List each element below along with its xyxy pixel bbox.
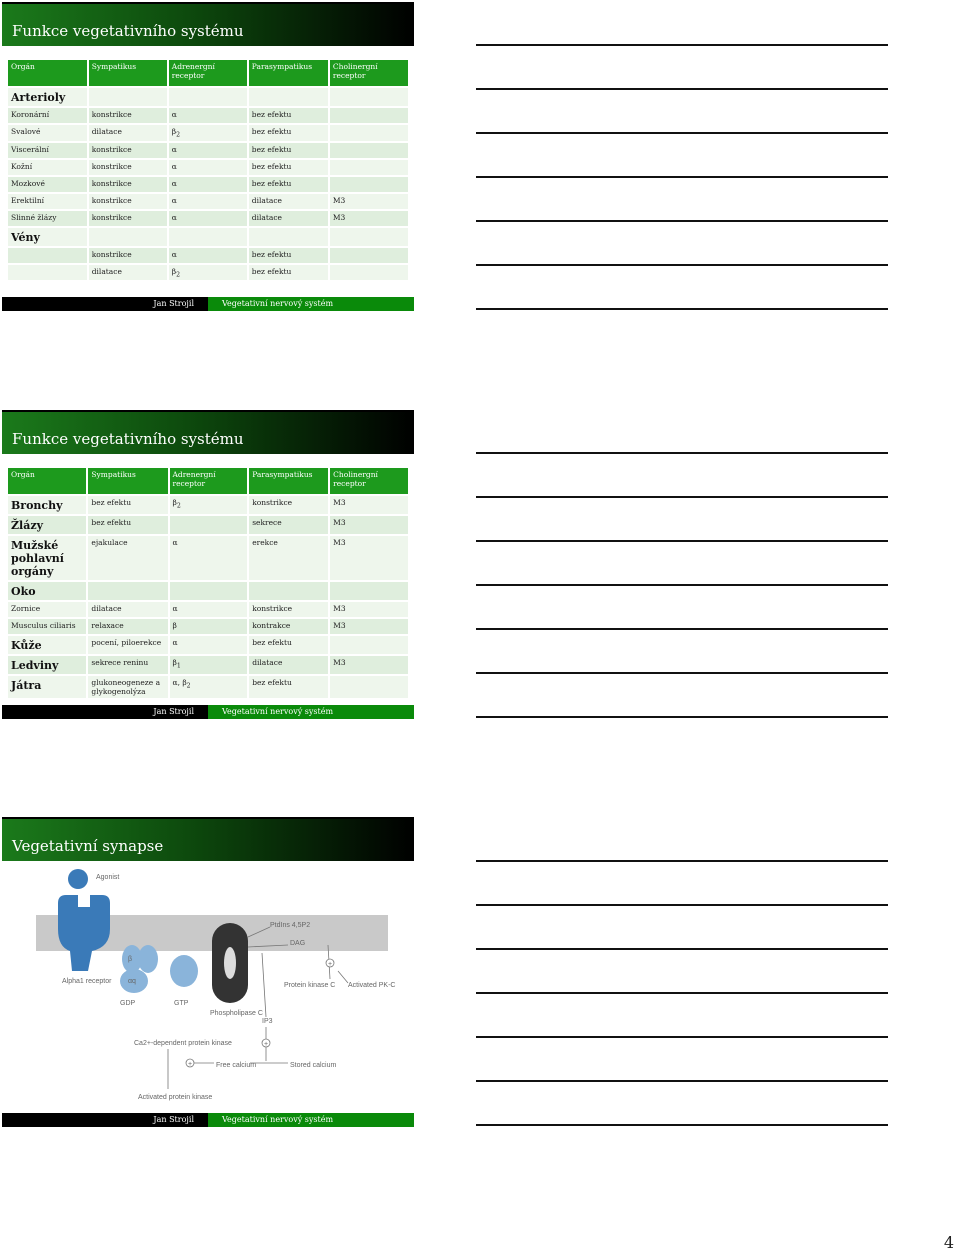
table-cell bbox=[330, 248, 410, 265]
table-cell: bez efektu bbox=[249, 636, 330, 656]
organ-function-table bbox=[8, 468, 410, 700]
table-cell: M3 bbox=[330, 496, 410, 516]
table-cell: α bbox=[169, 143, 249, 160]
footer-author: Jan Strojil bbox=[153, 1115, 194, 1124]
table-cell: ejakulace bbox=[88, 536, 169, 582]
table-header-5: Cholinergní receptor bbox=[330, 468, 410, 496]
table-cell: dilatace bbox=[89, 125, 169, 143]
table-row bbox=[8, 619, 410, 636]
dag-label: DAG bbox=[290, 940, 306, 947]
table-cell: M3 bbox=[330, 211, 410, 228]
table-cell: α bbox=[169, 248, 249, 265]
slide-footer bbox=[2, 705, 414, 719]
table-header-5: Cholinergní receptor bbox=[330, 60, 410, 88]
table-cell: bez efektu bbox=[88, 516, 169, 536]
table-cell: Ledviny bbox=[8, 656, 88, 676]
table-cell: bez efektu bbox=[249, 108, 330, 125]
table-cell bbox=[8, 248, 89, 265]
empty-cell bbox=[169, 228, 249, 248]
section-heading: Arterioly bbox=[8, 88, 89, 108]
table-row bbox=[8, 516, 410, 536]
table-cell: bez efektu bbox=[249, 676, 330, 700]
empty-cell bbox=[330, 582, 410, 602]
alpha-receptor-shape bbox=[58, 895, 110, 971]
table-cell bbox=[330, 265, 410, 283]
table-header-2: Sympatikus bbox=[89, 60, 169, 88]
table-cell: konstrikce bbox=[89, 194, 169, 211]
empty-cell bbox=[249, 228, 330, 248]
table-cell: $\beta_2$ bbox=[170, 496, 250, 516]
table-row bbox=[8, 676, 410, 700]
gamma-subunit bbox=[138, 945, 158, 973]
table-cell: Žlázy bbox=[8, 516, 88, 536]
table-cell: M3 bbox=[330, 602, 410, 619]
table-cell: α bbox=[169, 194, 249, 211]
table-row bbox=[8, 496, 410, 516]
table-cell: dilatace bbox=[88, 602, 169, 619]
table-row bbox=[8, 265, 410, 283]
table-row bbox=[8, 160, 410, 177]
footer-topic: Vegetativní nervový systém bbox=[222, 1115, 334, 1124]
table-cell: dilatace bbox=[249, 211, 330, 228]
footer-topic: Vegetativní nervový systém bbox=[222, 299, 334, 308]
empty-cell bbox=[89, 88, 169, 108]
table-row bbox=[8, 248, 410, 265]
table-cell: M3 bbox=[330, 194, 410, 211]
table-cell: bez efektu bbox=[88, 496, 169, 516]
page-number: 4 bbox=[943, 1233, 954, 1252]
table-cell: α bbox=[169, 108, 249, 125]
table-cell: M3 bbox=[330, 656, 410, 676]
pip-label: PtdIns 4,5P2 bbox=[270, 922, 311, 929]
table-header-3: Adrenergní receptor bbox=[169, 60, 249, 88]
table-cell: Mužské pohlavní orgány bbox=[8, 536, 88, 582]
table-cell: dilatace bbox=[249, 194, 330, 211]
table-row bbox=[8, 108, 410, 125]
table-cell: sekrece reninu bbox=[88, 656, 169, 676]
table-header-3: Adrenergní receptor bbox=[170, 468, 250, 496]
free-ca-label: Free calcium bbox=[216, 1062, 257, 1069]
table-row bbox=[8, 228, 410, 248]
table-cell: $\beta_2$ bbox=[169, 125, 249, 143]
table-cell: Slinné žlázy bbox=[8, 211, 89, 228]
table-row bbox=[8, 88, 410, 108]
slide-title-bar bbox=[2, 817, 414, 861]
empty-cell bbox=[330, 228, 410, 248]
table-cell: Zornice bbox=[8, 602, 88, 619]
agonist-molecule bbox=[68, 869, 88, 889]
table-cell: Kožní bbox=[8, 160, 89, 177]
table-cell: α bbox=[169, 160, 249, 177]
table-row bbox=[8, 211, 410, 228]
table-cell: α bbox=[170, 636, 250, 656]
table-cell: M3 bbox=[330, 536, 410, 582]
table-cell bbox=[330, 676, 410, 700]
table-cell: Musculus ciliaris bbox=[8, 619, 88, 636]
alpha-receptor-label: Alpha1 receptor bbox=[62, 978, 112, 985]
section-heading: Vény bbox=[8, 228, 89, 248]
table-cell: konstrikce bbox=[89, 211, 169, 228]
table-row bbox=[8, 536, 410, 582]
table-cell: Bronchy bbox=[8, 496, 88, 516]
table-cell: $\beta_1$ bbox=[170, 656, 250, 676]
table-cell: Játra bbox=[8, 676, 88, 700]
table-cell: bez efektu bbox=[249, 125, 330, 143]
table-cell: pocení, piloerekce bbox=[88, 636, 169, 656]
slide-3 bbox=[2, 817, 414, 1127]
slide-footer bbox=[2, 1113, 414, 1127]
table-header-1: Orgán bbox=[8, 468, 88, 496]
footer-author: Jan Strojil bbox=[153, 299, 194, 308]
table-cell bbox=[330, 125, 410, 143]
slide-2 bbox=[2, 410, 414, 720]
plus-label-ca: + bbox=[188, 1061, 193, 1068]
empty-cell bbox=[249, 582, 330, 602]
table-row bbox=[8, 602, 410, 619]
table-row bbox=[8, 125, 410, 143]
stored-ca-label: Stored calcium bbox=[290, 1062, 337, 1069]
ip3-label: IP3 bbox=[262, 1018, 273, 1025]
table-cell bbox=[330, 160, 410, 177]
organ-function-table bbox=[8, 60, 410, 282]
table-row bbox=[8, 656, 410, 676]
table-cell: sekrece bbox=[249, 516, 330, 536]
table-cell: erekce bbox=[249, 536, 330, 582]
table-cell bbox=[170, 516, 250, 536]
table-cell: dilatace bbox=[89, 265, 169, 283]
activated-kinase-label: Activated protein kinase bbox=[138, 1094, 213, 1101]
table-cell: Koronární bbox=[8, 108, 89, 125]
gtp-label: GTP bbox=[174, 1000, 189, 1007]
table-cell: Mozkové bbox=[8, 177, 89, 194]
table-cell: bez efektu bbox=[249, 248, 330, 265]
plus-label-pkc: + bbox=[328, 961, 333, 968]
table-cell: konstrikce bbox=[89, 248, 169, 265]
table-cell: β bbox=[170, 619, 250, 636]
table-cell: konstrikce bbox=[89, 160, 169, 177]
empty-cell bbox=[249, 88, 330, 108]
table-cell: konstrikce bbox=[249, 496, 330, 516]
table-cell: α, $\beta_2$ bbox=[170, 676, 250, 700]
table-cell bbox=[330, 636, 410, 656]
alpha-q-gtp bbox=[170, 955, 198, 987]
table-cell bbox=[330, 143, 410, 160]
table-cell: α bbox=[170, 602, 250, 619]
table-header-4: Parasympatikus bbox=[249, 468, 330, 496]
table-cell: α bbox=[169, 211, 249, 228]
footer-topic: Vegetativní nervový systém bbox=[222, 707, 334, 716]
slide-footer bbox=[2, 297, 414, 311]
table-cell: bez efektu bbox=[249, 265, 330, 283]
table-cell bbox=[8, 265, 89, 283]
table-cell: $\beta_2$ bbox=[169, 265, 249, 283]
table-cell: glukoneogeneze a glykogenolýza bbox=[88, 676, 169, 700]
table-cell: Erektilní bbox=[8, 194, 89, 211]
beta-label: β bbox=[128, 956, 133, 963]
table-cell: bez efektu bbox=[249, 177, 330, 194]
table-header-4: Parasympatikus bbox=[249, 60, 330, 88]
empty-cell bbox=[330, 88, 410, 108]
table-cell bbox=[330, 177, 410, 194]
gdp-label: GDP bbox=[120, 1000, 136, 1007]
table-row bbox=[8, 177, 410, 194]
agonist-label: Agonist bbox=[96, 874, 120, 881]
slide-title: Funkce vegetativního systému bbox=[12, 430, 244, 448]
table-cell: M3 bbox=[330, 619, 410, 636]
slide-title: Funkce vegetativního systému bbox=[12, 22, 244, 40]
empty-cell bbox=[89, 228, 169, 248]
pkc-label: Protein kinase C bbox=[284, 982, 336, 989]
empty-cell bbox=[169, 88, 249, 108]
table-header-2: Sympatikus bbox=[88, 468, 169, 496]
empty-cell bbox=[170, 582, 250, 602]
table-cell: relaxace bbox=[88, 619, 169, 636]
table-cell: α bbox=[170, 536, 250, 582]
synapse-diagram-svg bbox=[8, 867, 410, 1115]
ca-kinase-label: Ca2+-dependent protein kinase bbox=[134, 1040, 232, 1047]
table-cell: konstrikce bbox=[89, 108, 169, 125]
table-cell: konstrikce bbox=[89, 143, 169, 160]
table-cell: bez efektu bbox=[249, 160, 330, 177]
table-row bbox=[8, 194, 410, 211]
table-cell: konstrikce bbox=[89, 177, 169, 194]
empty-cell bbox=[88, 582, 169, 602]
plc-label: Phospholipase C bbox=[210, 1010, 263, 1017]
synapse-diagram bbox=[8, 867, 410, 1115]
table-cell: M3 bbox=[330, 516, 410, 536]
table-row bbox=[8, 582, 410, 602]
table-cell: α bbox=[169, 177, 249, 194]
slide-title: Vegetativní synapse bbox=[12, 837, 164, 855]
table-cell: Viscerální bbox=[8, 143, 89, 160]
alpha-q-label: αq bbox=[128, 978, 136, 985]
table-cell: Kůže bbox=[8, 636, 88, 656]
table-cell: Svalové bbox=[8, 125, 89, 143]
footer-author: Jan Strojil bbox=[153, 707, 194, 716]
table-cell: bez efektu bbox=[249, 143, 330, 160]
table-cell: dilatace bbox=[249, 656, 330, 676]
table-header-1: Orgán bbox=[8, 60, 89, 88]
table-cell bbox=[330, 108, 410, 125]
slide-title-bar bbox=[2, 2, 414, 46]
slide-1 bbox=[2, 2, 414, 312]
table-row bbox=[8, 143, 410, 160]
section-heading: Oko bbox=[8, 582, 88, 602]
table-cell: kontrakce bbox=[249, 619, 330, 636]
slide-title-bar bbox=[2, 410, 414, 454]
activated-pkc-label: Activated PK-C bbox=[348, 982, 396, 989]
plus-label-ip3: + bbox=[264, 1041, 269, 1048]
table-row bbox=[8, 636, 410, 656]
table-cell: konstrikce bbox=[249, 602, 330, 619]
